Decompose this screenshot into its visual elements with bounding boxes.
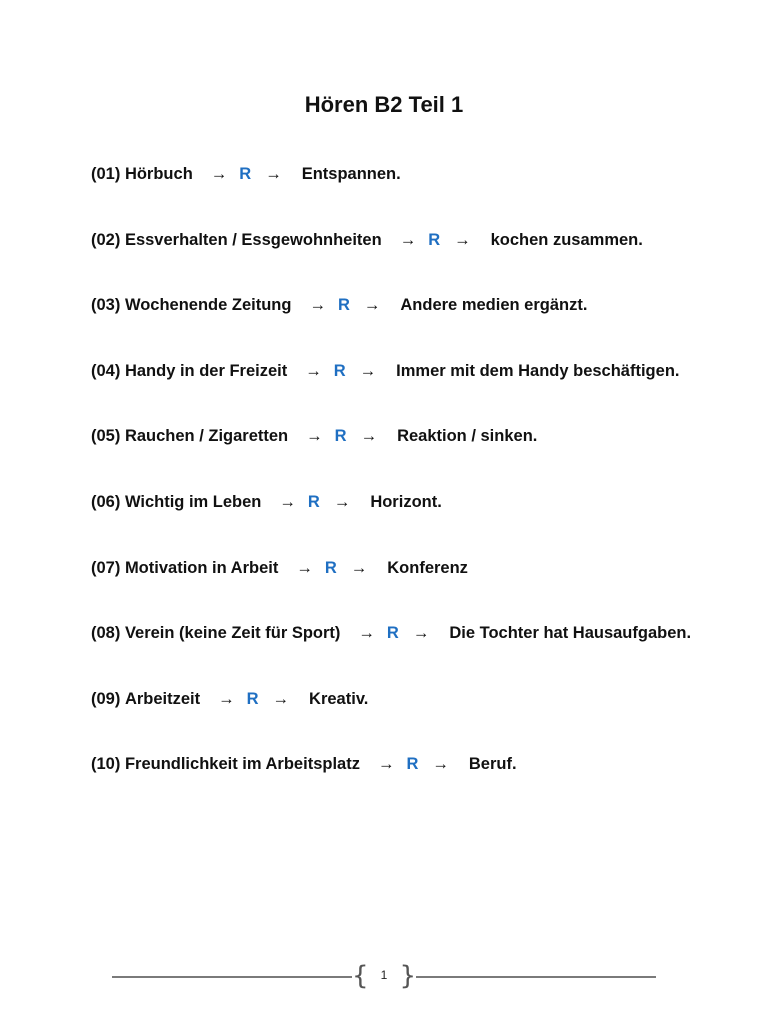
arrow-right-icon: → xyxy=(333,492,351,511)
item-answer: R xyxy=(428,230,441,249)
arrow-right-icon: → xyxy=(218,689,235,708)
list-item xyxy=(91,165,731,231)
item-topic: Arbeitzeit xyxy=(124,689,201,708)
right-brace-icon: } xyxy=(399,961,416,991)
item-topic: Freundlichkeit im Arbeitsplatz xyxy=(124,755,360,774)
item-topic: Motivation in Arbeit xyxy=(124,558,279,577)
item-note: Andere medien ergänzt. xyxy=(400,296,588,315)
arrow-right-icon: → xyxy=(272,689,290,708)
item-answer: R xyxy=(239,165,252,183)
item-note: Entspannen. xyxy=(301,165,401,183)
item-note: Kreativ. xyxy=(309,689,369,708)
arrow-right-icon: → xyxy=(265,165,282,183)
arrow-right-icon: → xyxy=(305,361,322,380)
item-answer: R xyxy=(246,689,259,708)
page-number: 1 xyxy=(380,968,388,982)
arrow-right-icon: → xyxy=(359,361,377,380)
item-note: Immer mit dem Handy beschäftigen. xyxy=(396,361,680,380)
item-answer: R xyxy=(386,624,399,643)
item-topic: Essverhalten / Essgewohnheiten xyxy=(124,230,382,249)
item-number: (08) xyxy=(91,624,121,643)
arrow-right-icon: → xyxy=(350,558,368,577)
arrow-right-icon: → xyxy=(309,296,326,315)
item-note: Die Tochter hat Hausaufgaben. xyxy=(449,624,692,643)
item-answer: R xyxy=(324,558,337,577)
item-topic: Wichtig im Leben xyxy=(124,492,262,511)
arrow-right-icon: → xyxy=(399,230,417,249)
arrow-right-icon: → xyxy=(363,296,381,315)
item-note: Beruf. xyxy=(468,755,517,774)
arrow-right-icon: → xyxy=(377,755,395,774)
item-topic: Rauchen / Zigaretten xyxy=(124,427,289,446)
left-brace-icon: { xyxy=(352,961,369,991)
item-note: Konferenz xyxy=(387,558,468,577)
item-note: Horizont. xyxy=(370,492,442,511)
item-answer: R xyxy=(337,296,350,315)
list-item xyxy=(91,362,731,428)
list-item xyxy=(91,690,731,756)
item-number: (07) xyxy=(91,558,121,577)
item-answer: R xyxy=(406,755,419,774)
arrow-right-icon: → xyxy=(210,165,228,183)
item-topic: Verein (keine Zeit für Sport) xyxy=(124,624,341,643)
arrow-right-icon: → xyxy=(360,427,378,446)
item-number: (10) xyxy=(91,755,121,774)
item-topic: Wochenende Zeitung xyxy=(124,296,292,315)
item-number: (02) xyxy=(91,230,121,249)
item-topic: Handy in der Freizeit xyxy=(124,361,288,380)
item-answer: R xyxy=(334,427,347,446)
arrow-right-icon: → xyxy=(306,427,323,446)
item-number: (06) xyxy=(91,492,121,511)
item-number: (01) xyxy=(91,165,121,183)
item-note: kochen zusammen. xyxy=(490,230,643,249)
arrow-right-icon: → xyxy=(358,624,375,643)
arrow-right-icon: → xyxy=(454,230,471,249)
item-answer: R xyxy=(307,492,320,511)
item-number: (09) xyxy=(91,689,121,708)
item-number: (05) xyxy=(91,427,121,446)
item-topic: Hörbuch xyxy=(124,165,193,183)
arrow-right-icon: → xyxy=(412,624,430,643)
arrow-right-icon: → xyxy=(432,755,449,774)
list-item xyxy=(91,296,731,362)
page-title: Hören B2 Teil 1 xyxy=(304,92,464,117)
page-footer xyxy=(112,962,656,990)
item-number: (04) xyxy=(91,361,121,380)
answer-list xyxy=(91,165,731,821)
footer-rule-right xyxy=(416,976,656,978)
arrow-right-icon: → xyxy=(296,558,313,577)
list-item xyxy=(91,493,731,559)
list-item xyxy=(91,624,731,690)
list-item xyxy=(91,427,731,493)
list-item xyxy=(91,231,731,297)
item-answer: R xyxy=(333,361,346,380)
list-item xyxy=(91,559,731,625)
arrow-right-icon: → xyxy=(279,492,296,511)
list-item xyxy=(91,755,731,821)
item-number: (03) xyxy=(91,296,121,315)
item-note: Reaktion / sinken. xyxy=(397,427,538,446)
